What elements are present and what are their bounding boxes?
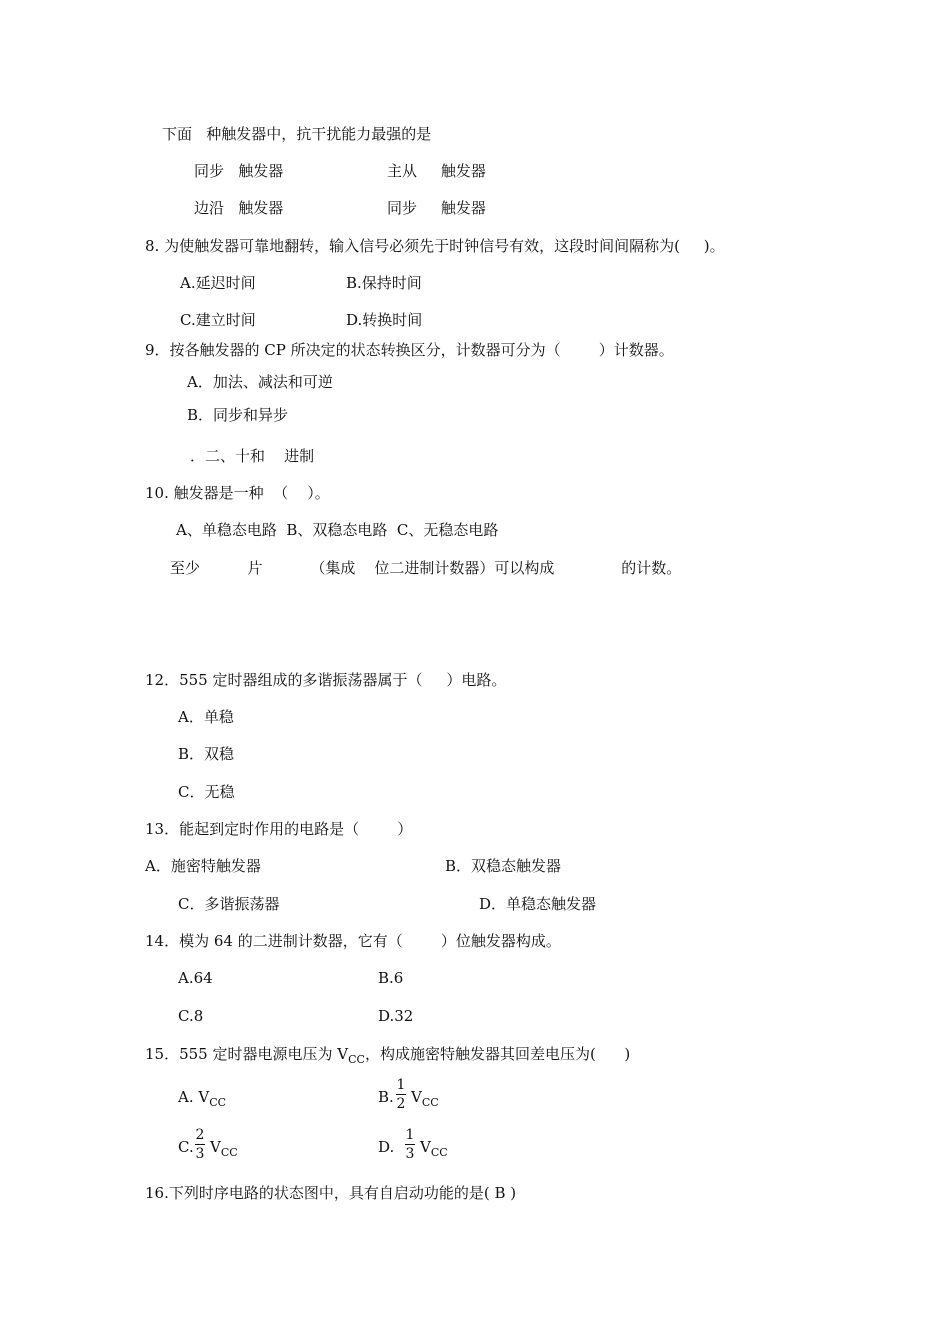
q9-option-a: A．加法、减法和可逆 xyxy=(187,373,333,391)
q12-option-c: C．无稳 xyxy=(178,783,235,801)
q14-option-d: D.32 xyxy=(378,1007,414,1025)
q14-option-a: A.64 xyxy=(178,969,213,987)
q10-options: A、单稳态电路 B、双稳态电路 C、无稳态电路 xyxy=(176,521,499,539)
q7-option-4: 同步 触发器 xyxy=(387,199,486,217)
q15-option-b-denominator: 2 xyxy=(396,1096,406,1112)
q13-option-a: A．施密特触发器 xyxy=(145,857,261,875)
q15-option-a: A. $V_{CC}$ xyxy=(178,1088,227,1109)
q10-stem: 10. 触发器是一种 （ ）。 xyxy=(145,484,330,502)
q15-option-c-fraction-bar xyxy=(195,1144,205,1145)
q7-option-3: 边沿 触发器 xyxy=(194,199,284,217)
q15-option-d-numerator: 1 xyxy=(405,1127,415,1143)
q12-stem: 12．555 定时器组成的多谐振荡器属于（ ）电路。 xyxy=(145,671,507,689)
q9-stem: 9．按各触发器的 CP 所决定的状态转换区分，计数器可分为（ ）计数器。 xyxy=(145,341,674,359)
q12-option-a: A．单稳 xyxy=(178,708,234,726)
q7-option-2: 主从 触发器 xyxy=(387,162,486,180)
q15-option-c-vcc: $V_{CC}$ xyxy=(210,1138,238,1159)
q15-option-d-label: D. xyxy=(378,1138,400,1156)
q9-option-b: B．同步和异步 xyxy=(187,406,289,424)
q15-option-b-vcc: $V_{CC}$ xyxy=(411,1088,439,1109)
q8-stem: 8. 为使触发器可靠地翻转，输入信号必须先于时钟信号有效，这段时间间隔称为( )。 xyxy=(145,237,725,255)
q15-option-c-label: C. xyxy=(178,1138,194,1156)
q15-option-d-denominator: 3 xyxy=(405,1146,415,1162)
q13-option-c: C．多谐振荡器 xyxy=(178,895,280,913)
q15-option-d-vcc: $V_{CC}$ xyxy=(420,1138,448,1159)
q8-option-a: A.延迟时间 xyxy=(180,274,256,292)
q12-option-b: B．双稳 xyxy=(178,745,235,763)
q15-option-b-fraction-bar xyxy=(396,1094,406,1095)
q13-option-b: B．双稳态触发器 xyxy=(445,857,562,875)
q15-option-c-denominator: 3 xyxy=(195,1146,205,1162)
q13-stem: 13．能起到定时作用的电路是（ ） xyxy=(145,820,413,838)
q13-option-d: D．单稳态触发器 xyxy=(479,895,597,913)
q15-stem: 15．555 定时器电源电压为 $V_{CC}$，构成施密特触发器其回差电压为( ) xyxy=(145,1045,631,1066)
q16-stem: 16.下列时序电路的状态图中，具有自启动功能的是( B ) xyxy=(145,1184,517,1202)
q8-option-b: B.保持时间 xyxy=(346,274,422,292)
q15-option-b-numerator: 1 xyxy=(396,1077,406,1093)
q9-option-c: ．二、十和 进制 xyxy=(190,447,315,465)
q11-stem: 至少 片 （集成 位二进制计数器）可以构成 的计数。 xyxy=(170,559,682,577)
q15-option-b-label: B. xyxy=(378,1088,394,1106)
q8-option-c: C.建立时间 xyxy=(180,311,256,329)
q7-option-1: 同步 触发器 xyxy=(194,162,284,180)
q14-option-b: B.6 xyxy=(378,969,404,987)
q8-option-d: D.转换时间 xyxy=(346,311,423,329)
q15-option-c-numerator: 2 xyxy=(195,1127,205,1143)
q7-stem: 下面 种触发器中，抗干扰能力最强的是 xyxy=(162,125,432,143)
q14-option-c: C.8 xyxy=(178,1007,204,1025)
q15-option-d-fraction-bar xyxy=(405,1144,415,1145)
q14-stem: 14．模为 64 的二进制计数器，它有（ ）位触发器构成。 xyxy=(145,932,561,950)
